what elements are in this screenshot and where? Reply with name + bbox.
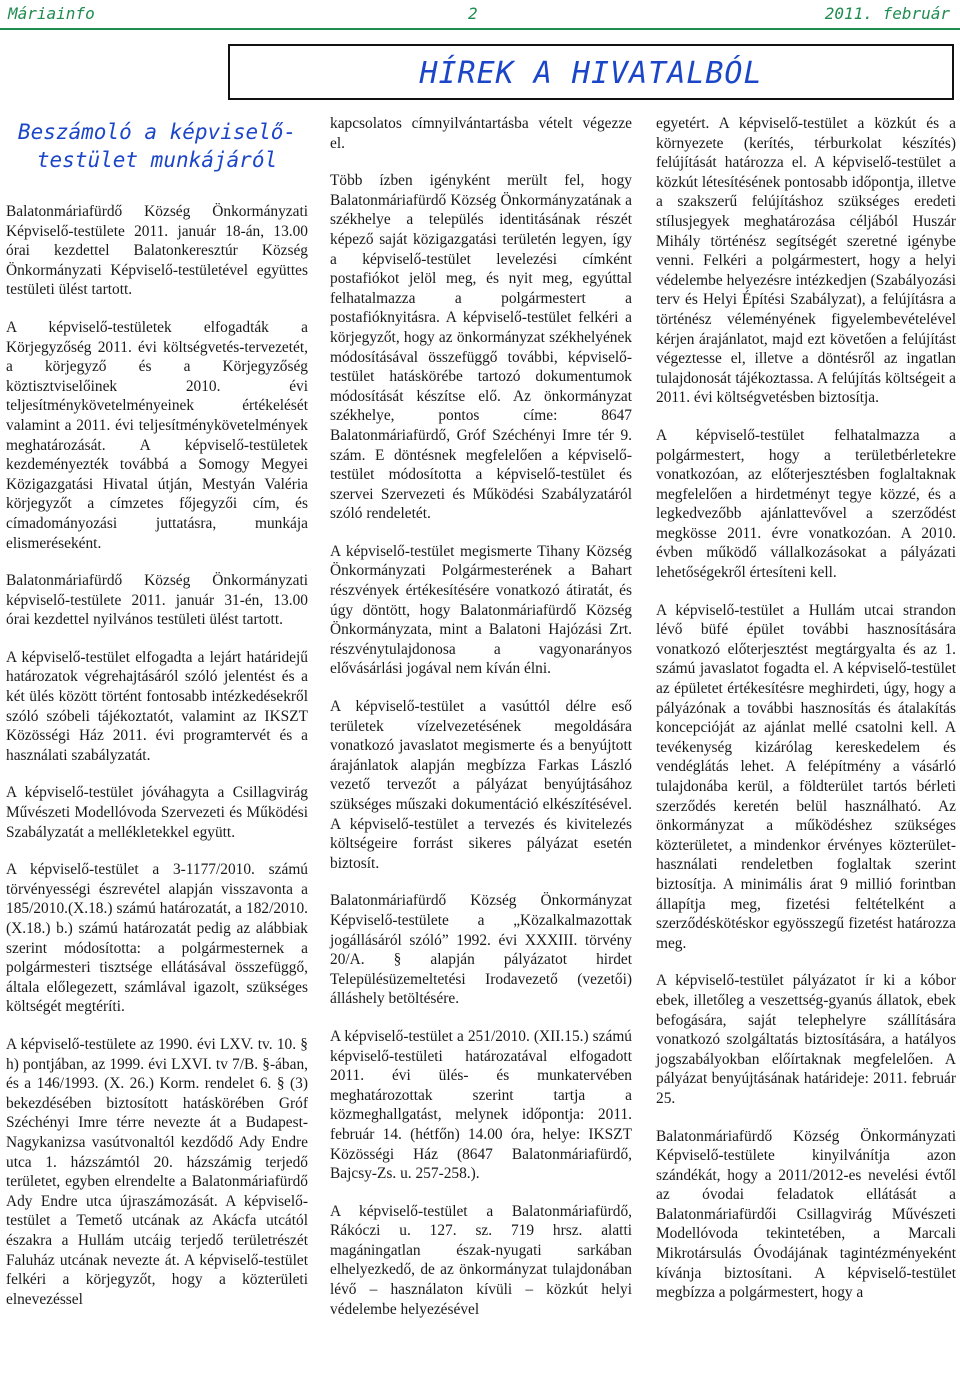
page-number: 2	[468, 4, 478, 23]
article-title: Beszámoló a képviselő-testület munkájáról	[17, 120, 297, 172]
paragraph: A képviselő-testület felhatalmazza a polgármestert, hogy a területbérletekre vonatkozóan, az előterjesztésben foglaltaknak megfelelően a hirdetményt tegye közzé, és a legkedvezőbb ajánlattevővel a szerződést megkösse 2011. évre vonatkozóan. A 2010. évben működő vállalkozásokat a pályázati lehetőségekről értesíteni kell.	[656, 426, 956, 582]
publication-name: Máriainfo	[8, 4, 95, 23]
paragraph: Balatonmáriafürdő Község Önkormányzat Képviselő-testülete a „Közalkalmazottak jogállásáról szóló” 1992. évi XXXIII. törvény 20/A. § alapján pályázatot hirdet Településüzemeltetési Irodavezető (vezetői) álláshely betöltésére.	[330, 892, 632, 1008]
paragraph: egyetért. A képviselő-testület a közkút és a környezete (kerítés, térburkolat készítés) felújítását határozza el. A képviselő-testület a közkút létesítésének pontosabb időpontja, illetve a szakszerű felújításhoz szükséges eredeti stílusjegyek meghatározása céljából Huszár Mihály történész segítségét szeretné igénybe venni. Felkéri a polgármestert, hogy a helyi védelembe helyezésre intézkedjen (Szabályozási terv és Helyi Építési Szabályzat), a felújításra a történész véleményének figyelembevételével kérjen árajánlatot, majd ezt követően a felújítást végeztesse el, illetve a döntésről az ingatlan tulajdonosát tájékoztassa. A felújítás költségeit a 2011. évi költségvetésben biztosítja.	[656, 115, 956, 407]
paragraph: A képviselő-testület elfogadta a lejárt határidejű határozatok végrehajtásáról szóló jelentést és a két ülés között történt fontosabb intézkedésekről szóló szóbeli tájékoztatót, valamint az IKSZT Közösségi Ház 2011. évi programtervét és a használati szabályzatát.	[6, 648, 308, 764]
section-banner	[228, 44, 954, 100]
paragraph: Balatonmáriafürdő Község Önkormányzati Képviselő-testülete kinyilvánítja azon szándékát, hogy a 2011/2012-es nevelési évtől az óvodai feladatok ellátását a Balatonmáriafürdői Csillagvirág Művészeti Modellóvoda tekintetében, a Marcali Mikrotársulás Óvodájának tagintézményeként kívánja biztosítani. A képviselő-testület megbízza a polgármestert, hogy a	[656, 1127, 956, 1302]
paragraph: kapcsolatos címnyilvántartásba vételt végezze el.	[330, 115, 632, 152]
paragraph: A képviselő-testület a vasúttól délre eső területek vízelvezetésének megoldására vonatkozó javaslatot megismerte és a benyújtott árajánlatok alapján megbízza Farkas László vezető tervezőt a pályázat benyújtásához szükséges műszaki dokumentáció elkészítésével. A képviselő-testület a tervezés és kivitelezés költségeire forrást sikeres pályázat esetén biztosít.	[330, 698, 632, 872]
paragraph: A képviselő-testület megismerte Tihany Község Önkormányzati Polgármesterének a Bahart részvények értékesítésére vonatkozó átiratát, és úgy döntött, hogy Balatonmáriafürdő Község Önkormányzata, mint a Balatoni Hajózási Zrt. részvénytulajdonosa a vagyonarányos elővásárlási jogával nem kíván élni.	[330, 542, 632, 678]
paragraph: A képviselő-testület a 251/2010. (XII.15.) számú képviselő-testületi határozatával elfogadott 2011. évi ülés- és munkatervében meghatározottak szerint tartja a közmeghallgatást, melynek időpontja: 2011. február 14. (hétfőn) 14.00 óra, helye: IKSZT Közösségi Ház (8647 Balatonmáriafürdő, Bajcsy-Zs. u. 257-258.).	[330, 1027, 632, 1183]
paragraph: Balatonmáriafürdő Község Önkormányzati képviselő-testülete 2011. január 31-én, 13.00 órai kezdettel nyilvános testületi ülést tartott.	[6, 572, 308, 629]
paragraph: A képviselő-testület jóváhagyta a Csillagvirág Művészeti Modellóvoda Szervezeti és Működési Szabályzatát a mellékletekkel együtt.	[6, 784, 308, 841]
paragraph: A képviselő-testület pályázatot ír ki a kóbor ebek, illetőleg a veszettség-gyanús állatok, ebek befogására, saját telephelyre szállítására vonatkozó szolgáltatás biztosítására, a hatályos jogszabályokban előírtaknak megfelelően. A pályázat benyújtásának határideje: 2011. február 25.	[656, 972, 956, 1107]
page-header	[0, 0, 960, 30]
column-3	[656, 114, 956, 1321]
column-2	[330, 114, 632, 1337]
paragraph: A képviselő-testülete az 1990. évi LXV. tv. 10. § h) pontjában, az 1999. évi LXVI. tv 7/B. §-ában, és a 146/1993. (X. 26.) Korm. rendelet 6. § (3) bekezdésében biztosított hatáskörében Gróf Széchényi Imre térre nevezte át a Budapest-Nagykanizsa vasútvonaltól kezdődő Ady Endre utca 1. házszámtól 20. házszámig terjedő területet, egyben elrendelte a Balatonmáriafürdő Ady Endre utca újraszámozását. A képviselő-testület a Temető utcának az Akácfa utcától északra a Hullám utcáig terjedő területrészét Faluház utcának nevezte át. A képviselő-testület felkéri a körjegyzőt, hogy a közterületi elnevezéssel	[6, 1035, 308, 1308]
paragraph: A képviselő-testület a 3-1177/2010. számú törvényességi észrevétel alapján visszavonta a 185/2010.(X.18.) számú határozatát, a 182/2010.(X.18.) b.) számú határozatát pedig az alábbiak szerint módosította: a polgármesternek a polgármesteri tisztsége ellátásával összefüggő, általa előlegezett, számlával igazolt, szükséges költségét megtéríti.	[6, 861, 308, 1016]
paragraph: A képviselő-testületek elfogadták a Körjegyzőség 2011. évi költségvetés-tervezetét, a körjegyző és a Körjegyzőség köztisztviselőinek 2010. évi teljesítménykövetelményeinek értékelését valamint a 2011. évi teljesítménykövetelmények meghatározását. A képviselő-testületek kezdeményezték továbbá a Somogy Megyei Közigazgatási Hivatal útján, Mestyán Valéria körjegyzőt a címzetes főjegyzői cím, és címadományozási juttatásra, munkája elismeréseként.	[6, 318, 308, 552]
paragraph: Balatonmáriafürdő Község Önkormányzati Képviselő-testülete 2011. január 18-án, 13.00 órai kezdettel Balatonkeresztúr Község Önkormányzati Képviselő-testületével együttes testületi ülést tartott.	[6, 203, 308, 299]
paragraph: Több ízben igényként merült fel, hogy Balatonmáriafürdő Község Önkormányzatának a székhelye a település identitásának részét képező saját közigazgatási területén legyen, így a képviselő-testület levelezési címként postafiókot jelöl meg, és nyit meg, egyúttal felhatalmazza a polgármestert a postafióknyitásra. A képviselő-testület felkéri a körjegyzőt, hogy az önkormányzat székhelyének módosításával összefüggő további, képviselő-testület hatáskörébe tartozó dokumentumok módosítását készítse elő. Az önkormányzat székhelye, pontos címe: 8647 Balatonmáriafürdő, Gróf Széchényi Imre tér 9. szám. E döntésnek megfelelően a képviselő-testület módosította a képviselő-testület és szervei Szervezeti és Működési Szabályzatáról szóló rendeletét.	[330, 172, 632, 523]
paragraph: A képviselő-testület a Balatonmáriafürdő, Rákóczi u. 127. sz. 719 hrsz. alatti magáningatlan észak-nyugati sarkában elhelyezkedő, de az önkormányzat tulajdonában lévő – használaton kívüli – közkút helyi védelembe helyezésével	[330, 1202, 632, 1318]
column-1	[6, 108, 308, 1327]
paragraph: A képviselő-testület a Hullám utcai strandon lévő büfé épület további hasznosítására vonatkozó előterjesztést megtárgyalta és az 1. számú javaslatot fogadta el. A képviselő-testület az épületet értékesítésre meghirdeti, úgy, hogy a pályázónak a további hasznosítás és átalakítás koncepcióját az ajánlat mellé csatolni kell. A tevékenység kizárólag kereskedelem és vendéglátás lehet. A felépítmény a vásárló tulajdonába kerül, a földterület tartós bérleti szerződés keretén belül használható. Az önkormányzat a működéshez szükséges közterületet, a mindenkor érvényes közterület-használati rendeletben foglaltak szerint biztosítja. A minimális árat 9 millió forintban állapítja meg, fizetési feltételként a szerződéskötéskor egyösszegű fizetést határozza meg.	[656, 601, 956, 952]
section-title: HÍREK A HIVATALBÓL	[419, 56, 763, 91]
header-divider	[0, 28, 960, 30]
issue-date: 2011. február	[824, 4, 950, 23]
